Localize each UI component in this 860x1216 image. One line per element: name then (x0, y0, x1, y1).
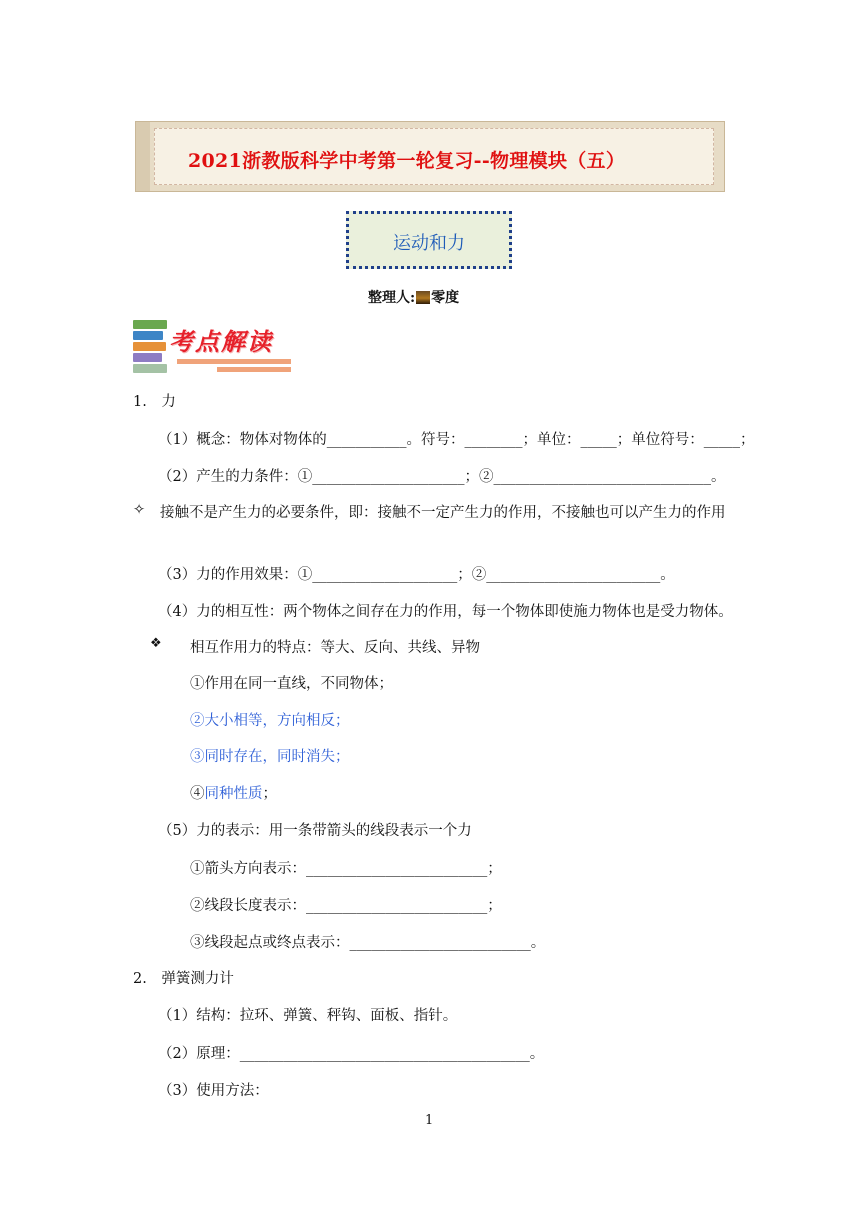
badge-underline (177, 359, 291, 364)
interaction-features-line: 相互作用力的特点：等大、反向、共线、异物 (190, 640, 480, 656)
section-2-heading: 2. 弹簧测力计 (133, 971, 234, 987)
section-1-heading: 1. 力 (133, 394, 176, 410)
feature-item-2: ②大小相等，方向相反； (190, 713, 350, 729)
key-points-badge (133, 318, 293, 376)
representation-item-2: ②线段长度表示：_________________________； (190, 898, 502, 914)
organizer-name: 零度 (431, 290, 460, 306)
page-number: 1 (425, 1113, 434, 1128)
feature-item-1: ①作用在同一直线，不同物体； (190, 676, 393, 692)
note-bullet-icon: ✧ (133, 502, 146, 518)
organizer-prefix: 整理人: (368, 290, 416, 306)
feature-bullet-icon: ❖ (150, 636, 162, 651)
usage-line: （3）使用方法： (158, 1083, 269, 1099)
badge-label: 考点解读 (169, 328, 273, 356)
force-concept-line: （1）概念：物体对物体的___________。符号：________；单位：_____；单位符号：_____； (158, 432, 755, 448)
organizer-line (368, 287, 459, 307)
badge-underline-short (217, 367, 291, 372)
force-mutuality-line: （4）力的相互性：两个物体之间存在力的作用，每一个物体即使施力物体也是受力物体。 (158, 604, 733, 620)
banner-scroll-edge (136, 122, 150, 191)
books-icon (133, 318, 169, 376)
representation-item-3: ③线段起点或终点表示：_________________________。 (190, 935, 546, 951)
topic-box (346, 211, 512, 269)
feature-item-4: ④同种性质； (190, 786, 277, 802)
force-representation-line: （5）力的表示：用一条带箭头的线段表示一个力 (158, 823, 472, 839)
representation-item-1: ①箭头方向表示：_________________________； (190, 861, 502, 877)
feature-item-3: ③同时存在，同时消失； (190, 749, 350, 765)
principle-line: （2）原理：________________________________________。 (158, 1046, 545, 1062)
force-effect-line: （3）力的作用效果：①____________________；②________________________。 (158, 567, 675, 583)
force-conditions-line: （2）产生的力条件：①_____________________；②______________________________。 (158, 469, 726, 485)
sunset-photo-icon (416, 291, 430, 304)
structure-line: （1）结构：拉环、弹簧、秤钩、面板、指针。 (158, 1008, 458, 1024)
document-title: 2021浙教版科学中考第一轮复习--物理模块（五） (188, 150, 626, 172)
title-banner (135, 121, 725, 192)
topic-title: 运动和力 (393, 233, 465, 254)
contact-note: 接触不是产生力的必要条件，即：接触不一定产生力的作用，不接触也可以产生力的作用 (160, 505, 726, 521)
